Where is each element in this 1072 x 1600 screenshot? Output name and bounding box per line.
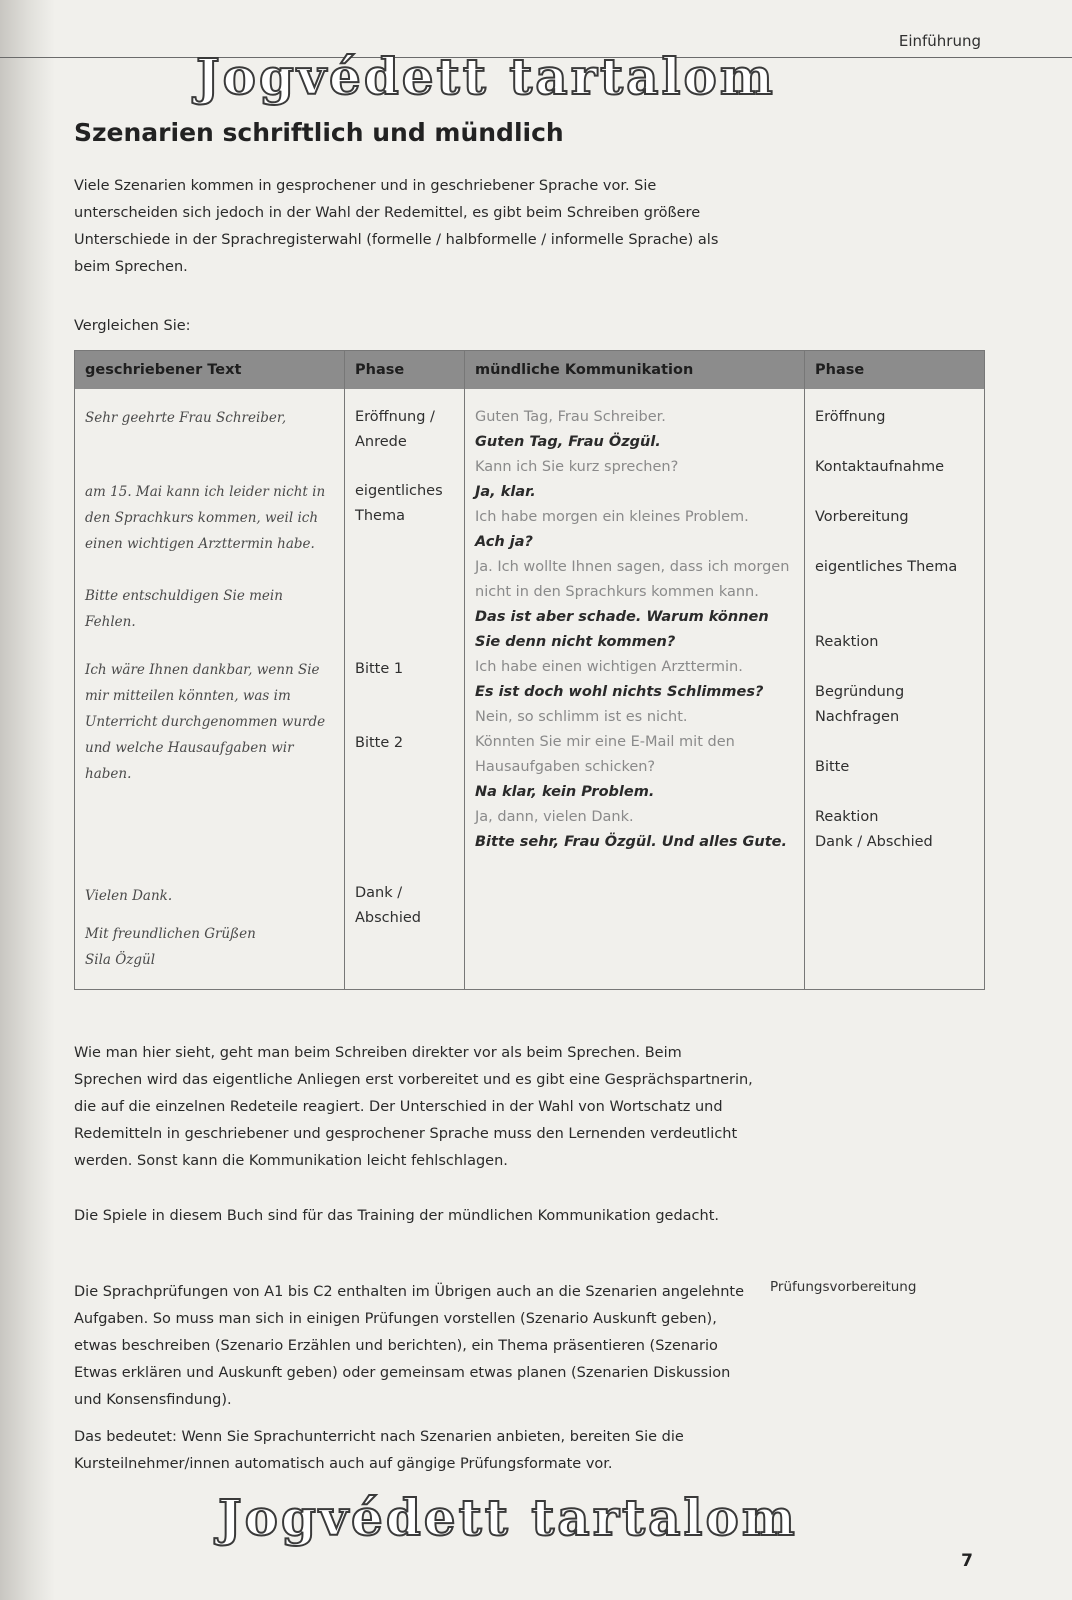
dialogue-line: Bitte sehr, Frau Özgül. Und alles Gute. [475, 834, 788, 850]
header-phase-spoken: Phase [805, 351, 985, 390]
dialogue-line: Guten Tag, Frau Özgül. [475, 434, 661, 450]
dialogue-line: Guten Tag, Frau Schreiber. [475, 409, 666, 425]
page-title: Szenarien schriftlich und mündlich [74, 118, 564, 147]
phase-label: eigentliches Thema [815, 559, 958, 575]
watermark-bottom: Jogvédett tartalom [218, 1488, 798, 1547]
header-written-text: geschriebener Text [75, 351, 345, 390]
letter-apology: Bitte entschuldigen Sie mein Fehlen. [85, 588, 283, 630]
intro-paragraph: Viele Szenarien kommen in gesprochener und in geschriebener Sprache vor. Sie unterscheiden sich jedoch in der Wahl der Redemittel, es gibt beim Schreiben größere Unterschiede in der Sprachregisterwahl (formelle / halbformelle / informelle Sprache) als beim Sprechen. [74, 178, 719, 275]
phase-label: Nachfragen [815, 709, 900, 725]
table-row [75, 389, 985, 990]
letter-request: Ich wäre Ihnen dankbar, wenn Sie mir mitteilen könnten, was im Unterricht durchgenommen wurde und welche Hausaufgaben wir haben. [85, 662, 326, 782]
phase-request-2: Bitte 2 [355, 735, 404, 751]
letter-topic: am 15. Mai kann ich leider nicht in den Sprachkurs kommen, weil ich einen wichtigen Arzttermin habe. [85, 484, 326, 552]
watermark-top: Jogvédett tartalom [196, 47, 776, 106]
phase-label: Vorbereitung [815, 509, 909, 525]
written-phase-cell [345, 389, 465, 990]
dialogue-line: Ja, klar. [475, 484, 536, 500]
letter-thanks: Vielen Dank. [85, 888, 173, 904]
compare-label: Vergleichen Sie: [74, 318, 191, 334]
header-phase-written: Phase [345, 351, 465, 390]
phase-label: Reaktion [815, 634, 879, 650]
body-paragraph-1: Wie man hier sieht, geht man beim Schreiben direkter vor als beim Sprechen. Beim Sprechen wird das eigentliche Anliegen erst vorbereitet und es gibt eine Gesprächspartnerin, die auf die einzelnen Redeteile reagiert. Der Unterschied in der Wahl von Wortschatz und Redemitteln in geschriebener und gesprochener Sprache muss den Lernenden verdeutlicht werden. Sonst kann die Kommunikation leicht fehlschlagen. [74, 1045, 753, 1169]
dialogue-line: Kann ich Sie kurz sprechen? [475, 459, 679, 475]
dialogue-line: Ja. Ich wollte Ihnen sagen, dass ich morgen nicht in den Sprachkurs kommen kann. [475, 559, 790, 600]
phase-request-1: Bitte 1 [355, 661, 404, 677]
phase-topic: eigentliches Thema [355, 483, 443, 524]
table-header-row [75, 351, 985, 390]
header-spoken: mündliche Kommunikation [465, 351, 805, 390]
phase-label: Bitte [815, 759, 850, 775]
dialogue-line: Das ist aber schade. Warum können Sie denn nicht kommen? [475, 609, 769, 650]
phase-label: Kontaktaufnahme [815, 459, 944, 475]
dialogue-line: Ich habe einen wichtigen Arzttermin. [475, 659, 743, 675]
phase-label: Eröffnung [815, 409, 886, 425]
dialogue-line: Könnten Sie mir eine E-Mail mit den Hausaufgaben schicken? [475, 734, 735, 775]
phase-label: Dank / Abschied [815, 834, 933, 850]
letter-salutation: Sehr geehrte Frau Schreiber, [85, 410, 287, 426]
dialogue-line: Ja, dann, vielen Dank. [475, 809, 634, 825]
dialogue-line: Ach ja? [475, 534, 533, 550]
phase-label: Begründung [815, 684, 905, 700]
page-number: 7 [961, 1551, 973, 1571]
body-paragraph-3: Die Sprachprüfungen von A1 bis C2 enthalten im Übrigen auch an die Szenarien angelehnte Aufgaben. So muss man sich in einigen Prüfungen vorstellen (Szenario Auskunft geben), etwas beschreiben (Szenario Erzählen und berichten), ein Thema präsentieren (Szenario Etwas erklären und Auskunft geben) oder gemeinsam etwas planen (Szenarien Diskussion und Konsensfindung). [74, 1284, 745, 1408]
body-paragraph-4: Das bedeutet: Wenn Sie Sprachunterricht nach Szenarien anbieten, bereiten Sie die Kursteilnehmer/innen automatisch auch auf gängige Prüfungsformate vor. [74, 1429, 684, 1472]
written-text-cell [75, 389, 345, 990]
spoken-phase-cell [805, 389, 985, 990]
letter-signature: Sila Özgül [85, 952, 156, 968]
page-gutter-shadow [0, 0, 55, 1600]
section-label: Einführung [898, 32, 981, 50]
spoken-dialogue-cell [465, 389, 805, 990]
phase-thanks: Dank / Abschied [355, 885, 421, 926]
phase-label: Reaktion [815, 809, 879, 825]
dialogue-line: Nein, so schlimm ist es nicht. [475, 709, 688, 725]
phase-opening: Eröffnung / Anrede [355, 409, 435, 450]
dialogue-line: Na klar, kein Problem. [475, 784, 655, 800]
letter-closing: Mit freundlichen Grüßen [85, 926, 256, 942]
dialogue-line: Ich habe morgen ein kleines Problem. [475, 509, 749, 525]
dialogue-line: Es ist doch wohl nichts Schlimmes? [475, 684, 764, 700]
body-paragraph-2: Die Spiele in diesem Buch sind für das Training der mündlichen Kommunikation gedacht. [74, 1208, 720, 1224]
margin-note: Prüfungsvorbereitung [770, 1279, 917, 1295]
comparison-table [74, 350, 985, 990]
